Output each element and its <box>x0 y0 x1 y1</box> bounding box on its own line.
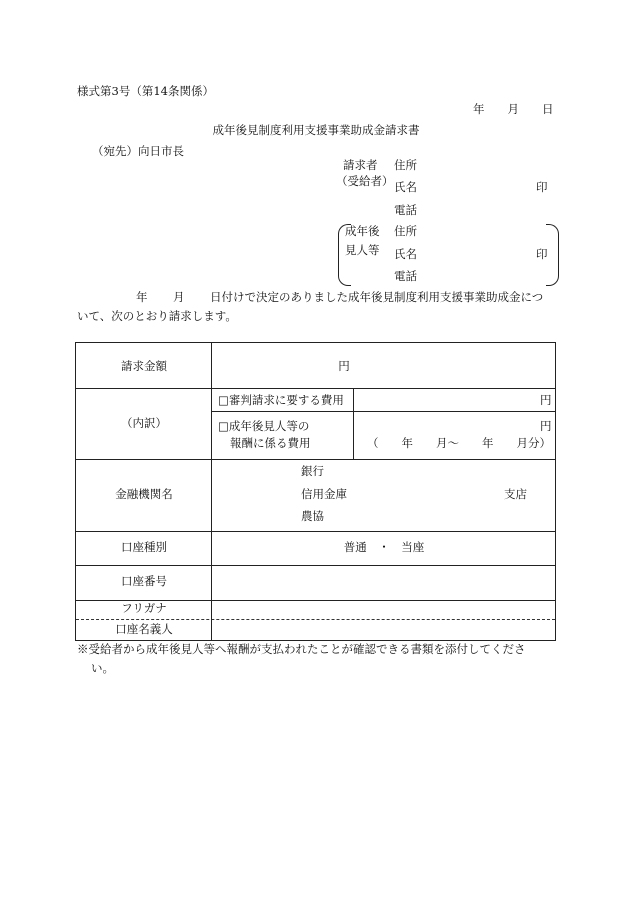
item-guardian-fee-line1[interactable]: □成年後見人等の <box>218 419 310 433</box>
breakdown-column-divider <box>353 388 354 459</box>
row-divider <box>76 388 555 389</box>
guardian-name-label: 氏名 <box>394 247 417 261</box>
claimant-address-label: 住所 <box>394 158 417 172</box>
body-line2: いて、次のとおり請求します。 <box>77 309 237 323</box>
claim-table <box>75 342 556 641</box>
bank-label: 金融機関名 <box>115 487 173 501</box>
form-number: 様式第3号（第14条関係） <box>77 84 214 98</box>
right-bracket <box>546 224 559 286</box>
bank-type-nokyo: 農協 <box>301 509 324 523</box>
claimant-name-label: 氏名 <box>394 180 417 194</box>
claimant-label: 請求者 <box>343 158 378 172</box>
row-divider <box>76 459 555 460</box>
amount-unit: 円 <box>338 359 350 373</box>
item-trial-fee[interactable]: □審判請求に要する費用 <box>218 393 344 407</box>
body-line1-rest: 日付けで決定のありました成年後見制度利用支援事業助成金につ <box>210 290 544 304</box>
footnote-line1: ※受給者から成年後見人等へ報酬が支払われたことが確認できる書類を添付してくださ <box>77 642 526 656</box>
bank-type-bank: 銀行 <box>301 464 324 478</box>
item-trial-fee-unit: 円 <box>540 393 552 407</box>
body-month: 月 <box>173 290 185 304</box>
amount-label: 請求金額 <box>121 359 167 373</box>
dashed-divider <box>76 619 555 620</box>
account-number-label: 口座番号 <box>121 574 167 588</box>
account-holder-label: 口座名義人 <box>115 622 173 636</box>
guardian-label-line2: 見人等 <box>345 243 380 257</box>
guardian-phone-label: 電話 <box>394 269 417 283</box>
guardian-label-line1: 成年後 <box>345 224 380 238</box>
addressee: （宛先）向日市長 <box>92 144 184 158</box>
sub-row-divider <box>211 411 555 412</box>
date-line: 年 月 日 <box>473 102 554 116</box>
claimant-sub-label: （受給者） <box>336 174 394 188</box>
account-type-value[interactable]: 普通 ・ 当座 <box>343 540 425 554</box>
item-guardian-fee-period: （ 年 月～ 年 月分） <box>367 436 551 450</box>
item-guardian-fee-unit: 円 <box>540 419 552 433</box>
body-year: 年 <box>136 290 148 304</box>
guardian-seal: 印 <box>536 247 548 261</box>
bank-type-shinkin: 信用金庫 <box>301 487 347 501</box>
row-divider <box>76 565 555 566</box>
guardian-address-label: 住所 <box>394 224 417 238</box>
form-title: 成年後見制度利用支援事業助成金請求書 <box>212 123 420 137</box>
claimant-seal: 印 <box>536 180 548 194</box>
claimant-phone-label: 電話 <box>394 203 417 217</box>
column-divider <box>211 343 212 640</box>
row-divider <box>76 531 555 532</box>
item-guardian-fee-line2: 報酬に係る費用 <box>230 436 311 450</box>
breakdown-label: （内訳） <box>121 416 167 430</box>
furigana-label: フリガナ <box>121 601 167 615</box>
footnote-line2: い。 <box>91 661 114 675</box>
branch-label: 支店 <box>504 487 527 501</box>
account-type-label: 口座種別 <box>121 540 167 554</box>
